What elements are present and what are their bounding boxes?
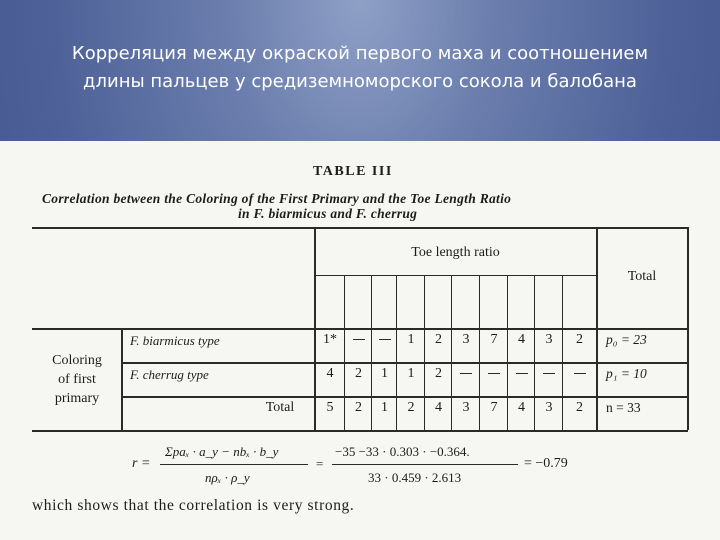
table-cell: 1 — [381, 400, 388, 415]
table-rule-row1 — [122, 362, 688, 364]
table-cell: 5 — [326, 400, 334, 415]
formula-result: = −0.79 — [524, 456, 568, 471]
table-cell: 3 — [462, 400, 470, 415]
table-cell — [535, 366, 563, 382]
side-label — [32, 351, 122, 408]
table-cell: 2 — [435, 332, 442, 347]
row-total: p₀ = 23 — [606, 332, 647, 347]
table-cell: 3 — [545, 400, 553, 415]
table-cell — [372, 332, 397, 348]
table-cell: 2 — [355, 366, 362, 381]
table-cell: 4 — [518, 332, 525, 347]
row-total: p₁ = 10 — [606, 366, 647, 381]
table-cell: 1 — [381, 366, 388, 381]
table-cell: 3 — [462, 332, 470, 347]
table-cell: 7 — [490, 400, 498, 415]
table-cell — [508, 366, 535, 382]
empty-dash — [488, 373, 500, 374]
table-cell: 4 — [326, 366, 334, 381]
table-rule-row2 — [122, 396, 688, 398]
empty-dash — [460, 373, 472, 374]
formula-symbolic-numerator: Σpaₓ · a_y − nbₓ · b_y — [165, 444, 279, 459]
table-rule-header-bottom — [32, 328, 688, 330]
table-cell: 2 — [576, 400, 583, 415]
table-cell — [345, 332, 372, 348]
empty-dash — [353, 339, 365, 340]
table-cell: 1 — [407, 332, 415, 347]
table-cell: 4 — [518, 400, 525, 415]
row-total: n = 33 — [606, 400, 641, 415]
header-total: Total — [627, 269, 657, 284]
empty-dash — [543, 373, 555, 374]
table-cell: 2 — [407, 400, 415, 415]
formula-symbolic-denominator: nρₓ · ρ_y — [205, 470, 250, 485]
table-cell: 2 — [576, 332, 583, 347]
conclusion-text: which shows that the correlation is very strong. — [32, 497, 355, 514]
caption-line-1: Correlation between the Coloring of the First Primary and the Toe Length Ratio — [42, 191, 512, 206]
header-toe-length-ratio: Toe length ratio — [411, 245, 500, 260]
row-label: Total — [265, 400, 295, 415]
table-cell: 7 — [490, 332, 498, 347]
table-caption — [42, 191, 682, 221]
table-col-rule-total — [596, 227, 598, 430]
slide-title-line-1: Корреляция между окраской первого маха и соотношением — [71, 43, 649, 64]
table-cell: 2 — [355, 400, 362, 415]
table-cell — [452, 366, 480, 382]
table-cell — [480, 366, 508, 382]
empty-dash — [516, 373, 528, 374]
slide-title-line-2: длины пальцев у средиземноморского сокола и балобана — [83, 71, 637, 92]
row-label: F. cherrug type — [130, 367, 209, 382]
caption-line-2: in F. biarmicus and F. cherrug — [238, 206, 418, 221]
table-col-rule-right — [687, 227, 689, 430]
side-label-line-2: of first — [58, 372, 96, 387]
table-cell: 4 — [435, 400, 442, 415]
side-label-line-1: Coloring — [52, 353, 102, 368]
formula-equals: = — [316, 456, 324, 471]
table-rule-bottom — [32, 430, 688, 432]
row-label: F. biarmicus type — [130, 333, 220, 348]
table-rule-toe-sub — [315, 275, 597, 276]
formula-numeric-denominator: 33 · 0.459 · 2.613 — [368, 470, 462, 485]
side-label-line-3: primary — [54, 391, 100, 406]
empty-dash — [574, 373, 586, 374]
table-cell — [563, 366, 596, 382]
table-heading: TABLE III — [313, 164, 393, 179]
table-cell: 1 — [407, 366, 415, 381]
slide-title — [20, 40, 700, 96]
formula-numeric-numerator: −35 −33 · 0.303 · −0.364. — [335, 444, 470, 459]
table-cell: 2 — [435, 366, 442, 381]
formula-lhs: r = — [132, 456, 151, 471]
formula-numeric-fraction-bar — [332, 464, 518, 465]
empty-dash — [379, 339, 391, 340]
table-cell: 1* — [323, 332, 337, 347]
scanned-page — [0, 141, 720, 540]
formula-symbolic-fraction-bar — [160, 464, 308, 465]
table-rule-top — [32, 227, 688, 229]
table-cell: 3 — [545, 332, 553, 347]
